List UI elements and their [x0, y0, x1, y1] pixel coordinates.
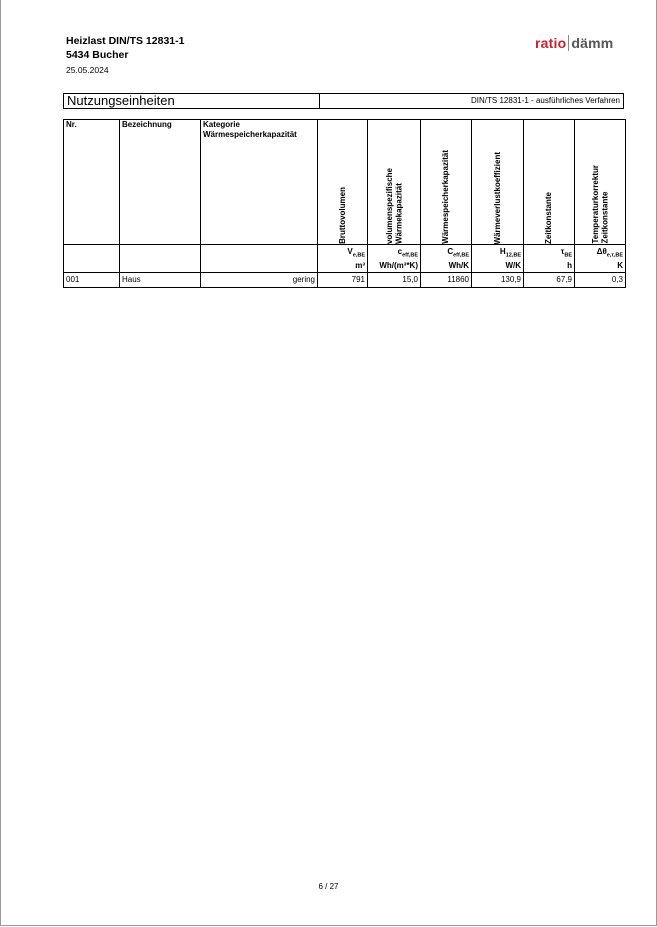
company-logo: [535, 35, 613, 51]
header-temperaturkorrektur: [575, 120, 626, 245]
units-zeitkonstante: $\tau_{BE}$ h: [524, 245, 575, 273]
logo-part-daemm: dämm: [571, 35, 614, 51]
units-bezeichnung: [120, 245, 201, 273]
header-volumenspezifisch: [368, 120, 421, 245]
header-nr: Nr.: [64, 120, 120, 245]
units-volumenspezifisch: $c_{eff,BE}$ Wh/(m³*K): [368, 245, 421, 273]
units-bruttovolumen: $V_{e,BE}$ m³: [318, 245, 368, 273]
header-bezeichnung: Bezeichnung: [120, 120, 201, 245]
project-name: 5434 Bucher: [66, 49, 129, 61]
document-date: 25.05.2024: [66, 65, 109, 75]
units-nr: [64, 245, 120, 273]
table-units-row: [64, 245, 626, 273]
cell-kategorie: gering: [201, 273, 318, 288]
units-temperaturkorrektur: $\Delta\theta_{e,\tau,BE}$ K: [575, 245, 626, 273]
units-waermespeicher: $C_{eff,BE}$ Wh/K: [421, 245, 472, 273]
header-waermespeicher-text: Wärmespeicherkapazität: [441, 150, 451, 244]
logo-part-ratio: ratio: [535, 35, 567, 51]
units-waermeverlust: $H_{12,BE}$ W/K: [472, 245, 524, 273]
table-header-row: [64, 120, 626, 245]
section-header: [63, 93, 624, 109]
header-kategorie-line2: Wärmespeicherkapazität: [203, 130, 297, 139]
cell-zeitkonstante: 67,9: [524, 273, 575, 288]
cell-waermeverlust: 130,9: [472, 273, 524, 288]
table-row: [64, 273, 626, 288]
usage-units-table: [63, 119, 626, 288]
cell-bezeichnung: Haus: [120, 273, 201, 288]
header-bruttovolumen-text: Bruttovolumen: [337, 187, 347, 244]
page-number: 6 / 27: [318, 882, 339, 891]
cell-waermespeicher: 11860: [421, 273, 472, 288]
header-zeitkonstante: [524, 120, 575, 245]
section-title: Nutzungseinheiten: [64, 94, 320, 108]
header-waermeverlust: [472, 120, 524, 245]
header-waermeverlust-text: Wärmeverlustkoeffizient: [492, 151, 502, 244]
header-waermespeicher: [421, 120, 472, 245]
units-kategorie: [201, 245, 318, 273]
cell-nr: 001: [64, 273, 120, 288]
cell-volumenspezifisch: 15,0: [368, 273, 421, 288]
cell-temperaturkorrektur: 0,3: [575, 273, 626, 288]
section-method: DIN/TS 12831-1 - ausführliches Verfahren: [471, 96, 620, 105]
header-zeitkonstante-text: Zeitkonstante: [544, 191, 554, 244]
cell-bruttovolumen: 791: [318, 273, 368, 288]
logo-divider: [568, 35, 569, 51]
header-kategorie-line1: Kategorie: [203, 120, 240, 129]
header-volumenspezifisch-text: volumenspezifische Wärmekapazität: [384, 167, 403, 244]
header-temperaturkorrektur-text: Temperaturkorrektur Zeitkonstante: [590, 165, 609, 244]
header-bruttovolumen: [318, 120, 368, 245]
document-title: Heizlast DIN/TS 12831-1: [66, 35, 185, 47]
header-kategorie: [201, 120, 318, 245]
